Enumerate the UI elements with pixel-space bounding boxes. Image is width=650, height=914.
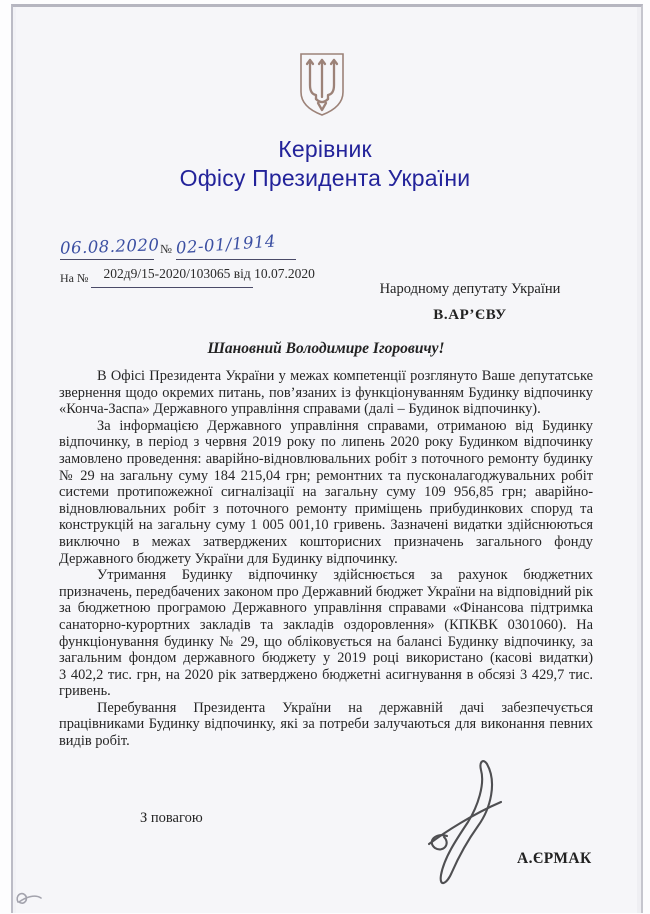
recipient-name: В.АР’ЄВУ [433,307,507,323]
handwritten-signature-icon [423,754,507,900]
signer-name: А.ЄРМАК [517,850,592,867]
corner-scribble-icon [13,889,45,909]
recipient-block [368,281,572,324]
handwritten-date: 06.08.2020 [59,235,160,258]
closing-regards: З повагою [140,810,203,826]
recipient-title: Народному депутату України [379,281,561,297]
letterhead-title-line1: Керівник [278,136,372,162]
incoming-reference-row [60,266,315,288]
paragraph-1: В Офісі Президента України у межах компетенції розглянуто Ваше депутатське звернення щодо окремих питань, пов’язаних із функціонуванням Будинку відпочинку «Конча-Заспа» Державного управління справами (далі – Будинок відпочинку). [59,368,593,418]
salutation: Шановний Володимире Ігоровичу! [207,340,445,357]
number-sign: № [160,242,172,256]
reply-label: На № [60,271,89,285]
letterhead-title [0,135,650,193]
letterhead-title-line2: Офісу Президента України [179,165,471,191]
outgoing-reference-row [59,231,296,260]
paragraph-3: Утримання Будинку відпочинку здійснюється за рахунок бюджетних призначень, передбачених законом про Державний бюджет України на відповідний рік за бюджетною програмою Державного управління справами «Фінансова підтримка санаторно-курортних закладів та закладів оздоровлення» (КПКВК 0301060). На функціонування будинку № 29, що обліковується на балансі Будинку відпочинку, за загальним фондом державного бюджету у 2019 році використано (касові видатки) 3 402,2 тис. грн, на 2020 рік затверджено бюджетні асигнування в обсязі 3 429,7 тис. гривень. [59,567,593,700]
handwritten-number: 02-01/1914 [175,231,277,258]
paragraph-2: За інформацією Державного управління справами, отриманою від Будинку відпочинку, в період з червня 2019 року по липень 2020 року Будинком відпочинку замовлено проведення: аварійно-відновлювальних робіт з поточного ремонту будинку № 29 на загальну суму 184 215,04 грн; ремонтних та пусконалагоджувальних робіт системи протипожежної сигналізації на загальну суму 109 956,85 грн; аварійно-відновлювальних робіт з поточного ремонту приміщень прибудинкових споруд та конструкцій на загальну суму 1 005 001,10 гривень. Зазначені видатки здійснюються виключно в межах затверджених кошторисних призначень загального фонду Державного бюджету України для Будинку відпочинку. [59,417,593,567]
ukraine-trident-emblem-icon [297,52,347,118]
number-underline [175,231,296,260]
date-underline [59,235,160,260]
reply-reference-value: 202д9/15-2020/103065 від 10.07.2020 [103,266,315,281]
letter-body [59,368,593,750]
reply-underline [91,266,315,288]
paragraph-4: Перебування Президента України на державній дачі забезпечується працівниками Будинку відпочинку, які за потреби залучаються для виконання певних видів робіт. [59,699,593,750]
